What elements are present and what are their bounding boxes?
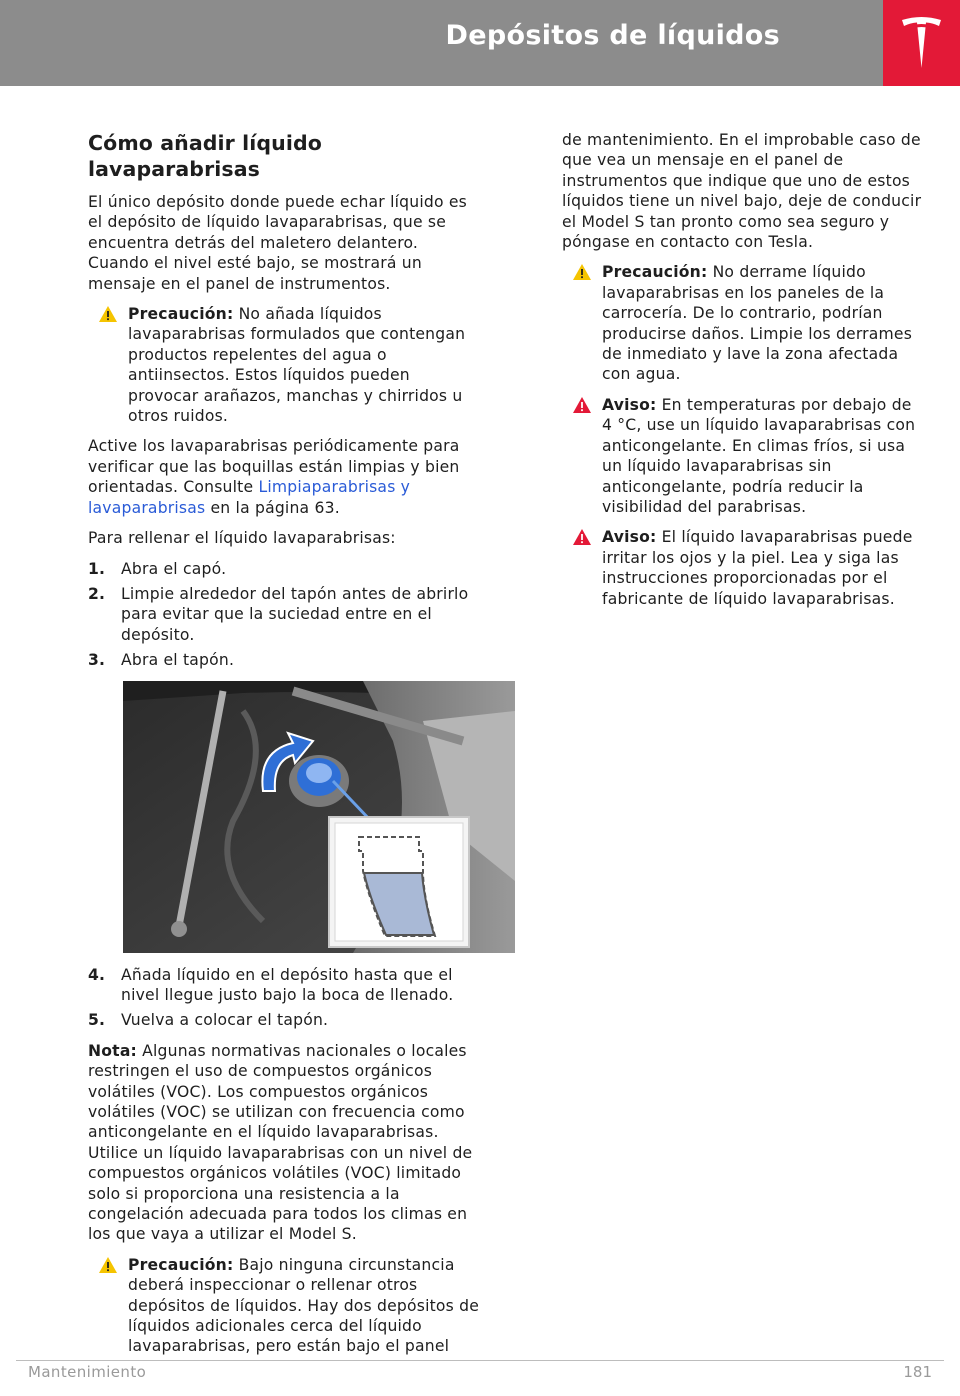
warning-label: Aviso:: [602, 395, 657, 414]
refill-intro: Para rellenar el líquido lavaparabrisas:: [88, 529, 396, 548]
caution-callout: [562, 262, 924, 384]
step-number: 1.: [88, 559, 106, 578]
warning-callout: [562, 527, 924, 609]
steps-list-a: [88, 559, 484, 671]
activate-text: Active los lavaparabrisas periódicamente para verificar que las boquillas están limpias y bien orientadas. Consulte: [88, 437, 460, 497]
note-paragraph: [88, 1041, 484, 1245]
note-text: Algunas normativas nacionales o locales restringen el uso de compuestos orgánicos volátiles (VOC). Los compuestos orgánicos volátiles (VOC) se utilizan con frecuencia como anticongelante en el líquido lavaparabrisas. Utilice un líquido lavaparabrisas con un nivel de compuestos orgánicos volátiles (VOC) limitado solo si proporciona una resistencia a la congelación adecuada para todos los climas en los que vaya a utilizar el Model S.: [88, 1041, 473, 1244]
list-item: [88, 965, 484, 1006]
caution-text: No derrame líquido lavaparabrisas en los paneles de la carrocería. De lo contrario, podrían producirse daños. Limpie los derrames de inmediato y lave la zona afectada con agua.: [602, 263, 913, 384]
right-column: [562, 130, 924, 619]
footer-section: Mantenimiento: [28, 1363, 147, 1381]
caution-triangle-icon: [572, 263, 592, 281]
caution-triangle-icon: [98, 1256, 118, 1274]
left-column: [88, 130, 484, 1367]
activate-page-ref: en la página 63.: [205, 498, 340, 517]
list-item: [88, 584, 484, 645]
section-heading: Cómo añadir líquido lavaparabrisas: [88, 131, 322, 181]
page-number: 181: [903, 1363, 932, 1381]
step-text: Abra el capó.: [121, 559, 227, 578]
caution-label: Precaución:: [602, 263, 708, 282]
caution-callout: [88, 1255, 484, 1357]
continuation-paragraph: de mantenimiento. En el improbable caso de que vea un mensaje en el panel de instrumentos que indique que uno de estos líquidos tiene un nivel bajo, deje de conducir el Model S tan pronto como sea seguro y póngase en contacto con Tesla.: [562, 131, 922, 252]
caution-triangle-icon: [98, 305, 118, 323]
step-text: Añada líquido en el depósito hasta que el nivel llegue justo bajo la boca de llenado.: [121, 965, 454, 1004]
reservoir-cap-image: [123, 681, 515, 953]
step-text: Vuelva a colocar el tapón.: [121, 1011, 329, 1030]
list-item: [88, 650, 484, 670]
reservoir-cap-illustration: [123, 681, 515, 953]
page-header: [0, 0, 883, 86]
step-number: 4.: [88, 965, 106, 984]
step-number: 2.: [88, 584, 106, 603]
step-text: Abra el tapón.: [121, 651, 235, 670]
list-item: [88, 559, 484, 579]
intro-paragraph: El único depósito donde puede echar líquido es el depósito de líquido lavaparabrisas, que se encuentra detrás del maletero delantero. Cuando el nivel esté bajo, se mostrará un mensaje en el panel de instrumentos.: [88, 193, 467, 293]
page-title: Depósitos de líquidos: [445, 20, 780, 51]
caution-label: Precaución:: [128, 1255, 234, 1274]
warning-callout: [562, 395, 924, 517]
warning-triangle-icon: [572, 396, 592, 414]
warning-text: En temperaturas por debajo de 4 °C, use un líquido lavaparabrisas con anticongelante. En climas fríos, si usa un líquido lavaparabrisas sin anticongelante, podría reducir la visibilidad del parabrisas.: [602, 395, 916, 516]
footer-divider: [16, 1360, 944, 1361]
step-text: Limpie alrededor del tapón antes de abrirlo para evitar que la suciedad entre en el depósito.: [121, 584, 469, 644]
activate-paragraph: [88, 436, 484, 518]
steps-list-b: [88, 965, 484, 1031]
step-number: 5.: [88, 1011, 106, 1030]
step-number: 3.: [88, 651, 106, 670]
warning-label: Aviso:: [602, 528, 657, 547]
caution-callout: [88, 304, 484, 426]
warning-triangle-icon: [572, 528, 592, 546]
list-item: [88, 1010, 484, 1030]
note-label: Nota:: [88, 1041, 137, 1060]
caution-text: Bajo ninguna circunstancia deberá inspeccionar o rellenar otros depósitos de líquidos. Hay dos depósitos de líquidos adicionales cerca del líquido lavaparabrisas, pero están bajo el panel: [128, 1255, 480, 1356]
wipers-link[interactable]: Limpiaparabrisas y lavaparabrisas: [88, 478, 411, 517]
caution-text: No añada líquidos lavaparabrisas formulados que contengan productos repelentes del agua o antiinsectos. Estos líquidos pueden provocar arañazos, manchas y chirridos u otros ruidos.: [128, 305, 466, 426]
warning-text: El líquido lavaparabrisas puede irritar los ojos y la piel. Lea y siga las instrucciones proporcionadas por el fabricante de líquido lavaparabrisas.: [602, 528, 913, 608]
tesla-logo: [883, 0, 960, 86]
tesla-logo-icon: [900, 16, 943, 70]
caution-label: Precaución:: [128, 305, 234, 324]
